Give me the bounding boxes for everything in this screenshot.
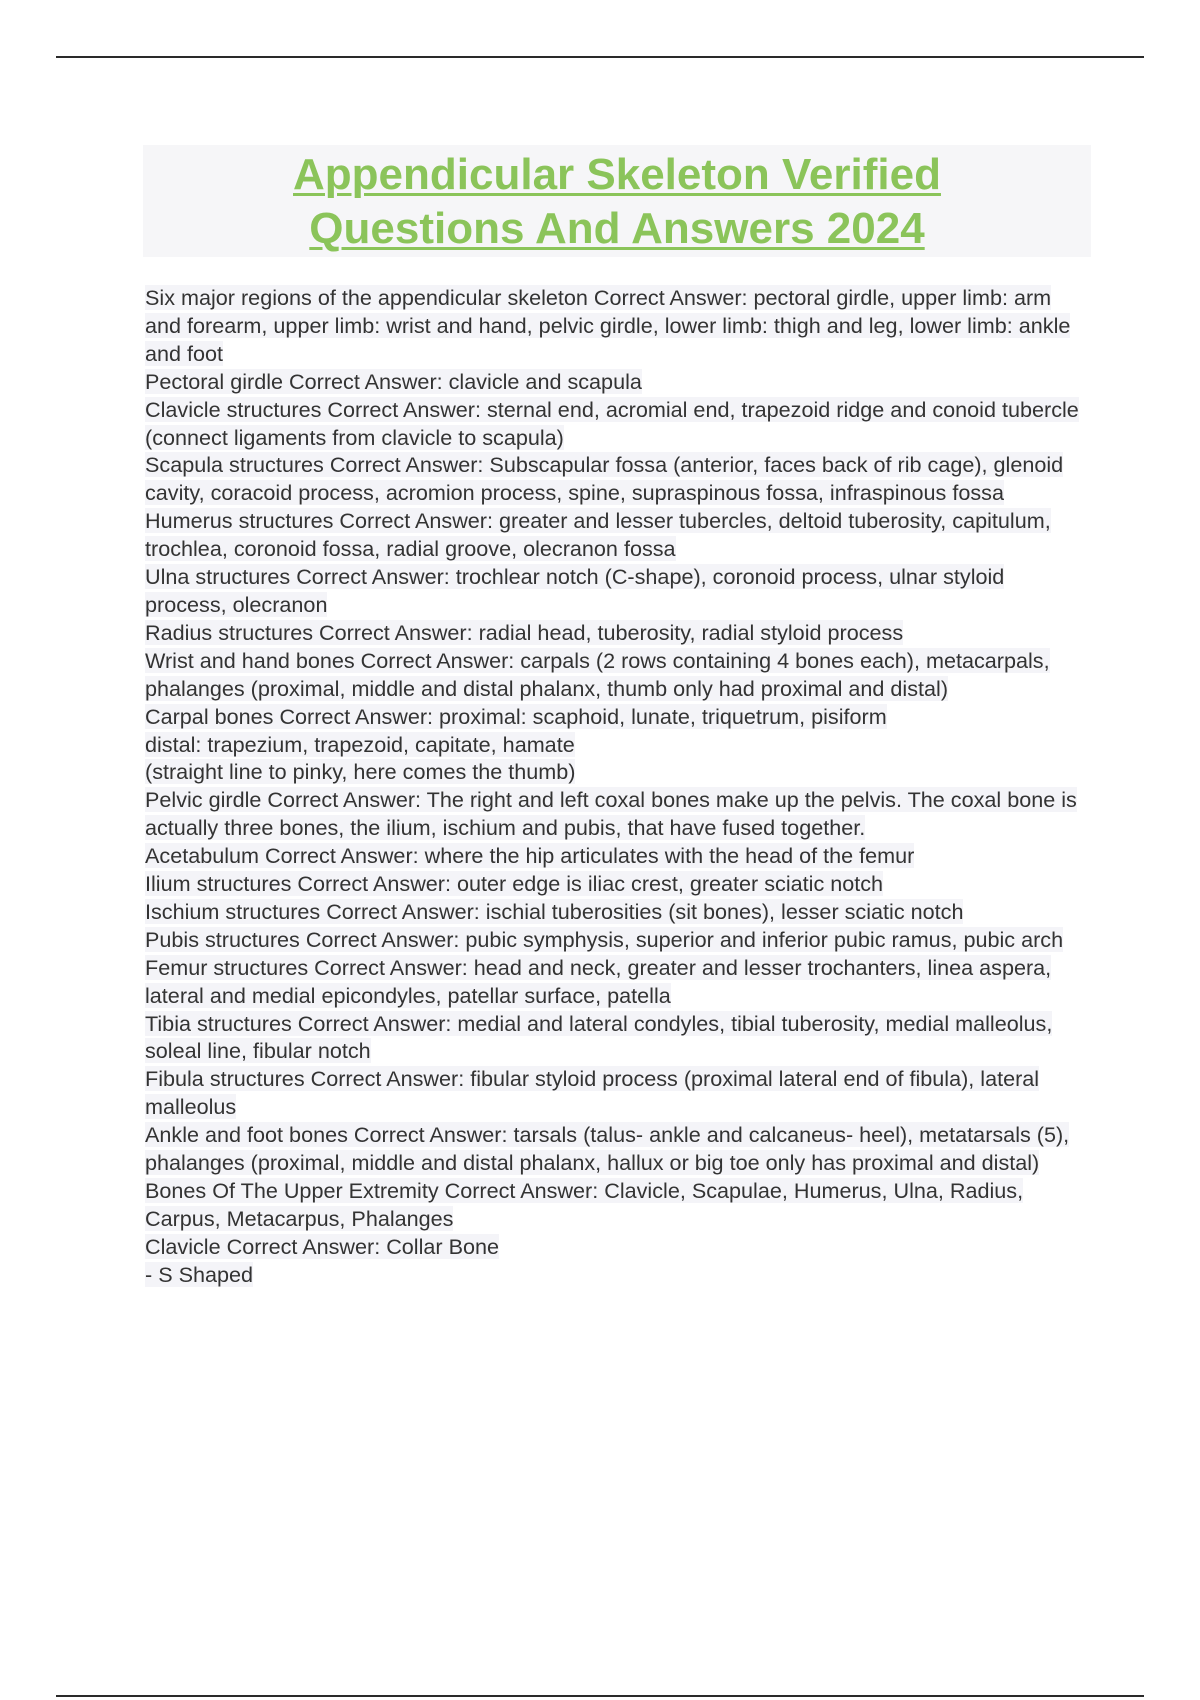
qa-entry: Six major regions of the appendicular skeleton Correct Answer: pectoral girdle, upper limb: arm and forearm, upper limb: wrist and hand, pelvic girdle, lower limb: thigh and leg, lower limb: ankle and foot [145, 285, 1071, 366]
qa-entry-continuation: - S Shaped [145, 1261, 254, 1287]
title-line-1: Appendicular Skeleton Verified [293, 150, 941, 199]
top-rule [56, 56, 1144, 58]
qa-entry: Clavicle Correct Answer: Collar Bone [145, 1233, 500, 1259]
qa-entry: Pelvic girdle Correct Answer: The right and left coxal bones make up the pelvis. The coxal bone is actually three bones, the ilium, ischium and pubis, that have fused together. [145, 787, 1077, 841]
qa-entry: Ilium structures Correct Answer: outer edge is iliac crest, greater sciatic notch [145, 871, 884, 897]
title-line-2: Questions And Answers 2024 [309, 204, 925, 253]
qa-entry: Femur structures Correct Answer: head and neck, greater and lesser trochanters, linea aspera, lateral and medial epicondyles, patellar surface, patella [145, 954, 1052, 1008]
qa-entry-continuation: distal: trapezium, trapezoid, capitate, hamate [145, 731, 575, 757]
qa-entry: Acetabulum Correct Answer: where the hip articulates with the head of the femur [145, 843, 915, 869]
qa-entry: Bones Of The Upper Extremity Correct Answer: Clavicle, Scapulae, Humerus, Ulna, Radius, Carpus, Metacarpus, Phalanges [145, 1178, 1024, 1231]
document-title [143, 145, 1091, 256]
qa-entry: Ulna structures Correct Answer: trochlear notch (C-shape), coronoid process, ulnar styloid process, olecranon [145, 564, 1005, 617]
qa-entry: Scapula structures Correct Answer: Subscapular fossa (anterior, faces back of rib cage), glenoid cavity, coracoid process, acromion process, spine, supraspinous fossa, infraspinous fossa [145, 452, 1064, 506]
qa-entry: Wrist and hand bones Correct Answer: carpals (2 rows containing 4 bones each), metacarpals, phalanges (proximal, middle and distal phalanx, thumb only had proximal and distal) [145, 647, 1050, 701]
title-banner [143, 145, 1091, 257]
qa-entry: Ankle and foot bones Correct Answer: tarsals (talus- ankle and calcaneus- heel), metatarsals (5), phalanges (proximal, middle and distal phalanx, hallux or big toe only has proximal and distal) [145, 1122, 1070, 1176]
qa-entry: Pectoral girdle Correct Answer: clavicle and scapula [145, 368, 642, 394]
qa-entry: Ischium structures Correct Answer: ischial tuberosities (sit bones), lesser sciatic notch [145, 898, 964, 924]
qa-entry-continuation: (straight line to pinky, here comes the thumb) [145, 759, 576, 785]
qa-entry: Humerus structures Correct Answer: greater and lesser tubercles, deltoid tuberosity, capitulum, trochlea, coronoid fossa, radial groove, olecranon fossa [145, 508, 1051, 562]
qa-entry: Pubis structures Correct Answer: pubic symphysis, superior and inferior pubic ramus, pubic arch [145, 926, 1064, 952]
qa-entry: Radius structures Correct Answer: radial head, tuberosity, radial styloid process [145, 619, 904, 645]
qa-entry: Tibia structures Correct Answer: medial and lateral condyles, tibial tuberosity, medial malleolus, soleal line, fibular notch [145, 1010, 1053, 1064]
qa-entry: Clavicle structures Correct Answer: sternal end, acromial end, trapezoid ridge and conoid tubercle (connect ligaments from clavicle to scapula) [145, 396, 1079, 450]
qa-entry: Fibula structures Correct Answer: fibular styloid process (proximal lateral end of fibula), lateral malleolus [145, 1066, 1040, 1120]
bottom-rule [56, 1695, 1144, 1697]
qa-entry: Carpal bones Correct Answer: proximal: scaphoid, lunate, triquetrum, pisiform [145, 703, 887, 729]
qa-list [145, 284, 1085, 1289]
